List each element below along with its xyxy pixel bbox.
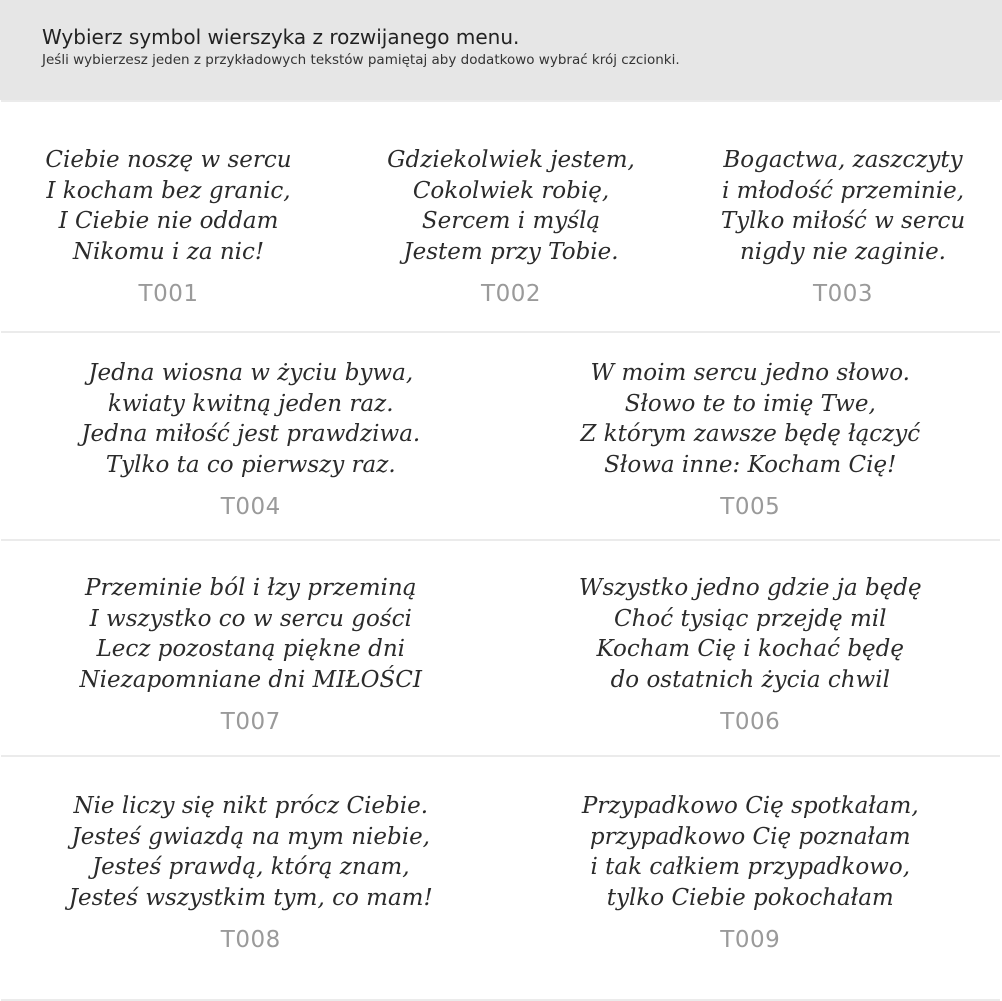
poem-line: Tylko miłość w sercu — [720, 208, 966, 234]
poem-line: Cokolwiek robię, — [412, 177, 610, 204]
poem-line: Jestem przy Tobie. — [403, 238, 619, 265]
poem-card-t001[interactable] — [1, 102, 336, 333]
poem-line: i młodość przeminie, — [721, 177, 965, 204]
poem-line: Choć tysiąc przejdę mil — [614, 605, 887, 632]
poem-text — [1, 358, 501, 480]
poem-text — [1, 145, 336, 267]
poem-grid — [0, 100, 1002, 1001]
poem-code: T005 — [720, 494, 781, 520]
poem-line: Jedna wiosna w życiu bywa, — [88, 360, 414, 386]
poem-line: Bogactwa, zaszczyty — [723, 147, 963, 173]
poem-card-t002[interactable] — [336, 102, 686, 333]
poem-text — [501, 358, 1001, 480]
poem-line: I Ciebie nie oddam — [58, 208, 279, 234]
poem-code: T009 — [720, 927, 781, 953]
header-title: Wybierz symbol wierszyka z rozwijanego menu. — [42, 25, 520, 49]
poem-code: T006 — [720, 709, 781, 735]
poem-row-3 — [1, 539, 1000, 757]
poem-text — [501, 573, 1001, 695]
poem-text — [336, 145, 686, 267]
poem-card-t008[interactable] — [1, 757, 501, 999]
poem-row-1 — [1, 100, 1000, 333]
poem-line: Tylko ta co pierwszy raz. — [105, 451, 396, 478]
poem-line: Niezapomniane dni MIŁOŚCI — [79, 666, 422, 693]
poem-code: T002 — [481, 281, 541, 307]
poem-text — [501, 791, 1001, 913]
poem-code: T008 — [220, 927, 281, 953]
poem-line: Przeminie ból i łzy przeminą — [85, 575, 417, 601]
poem-row-2 — [1, 331, 1000, 541]
poem-row-4 — [1, 755, 1000, 1001]
poem-line: do ostatnich życia chwil — [610, 666, 890, 693]
poem-line: I kocham bez granic, — [46, 177, 291, 204]
poem-line: Wszystko jedno gdzie ja będę — [578, 575, 922, 601]
poem-line: W moim sercu jedno słowo. — [590, 360, 910, 386]
header-subtitle: Jeśli wybierzesz jeden z przykładowych tekstów pamiętaj aby dodatkowo wybrać krój czcionki. — [42, 52, 680, 68]
poem-line: Słowo te to imię Twe, — [624, 390, 876, 417]
poem-line: przypadkowo Cię poznałam — [589, 823, 911, 850]
poem-line: I wszystko co w sercu gości — [89, 605, 412, 632]
poem-line: Kocham Cię i kochać będę — [596, 636, 905, 662]
poem-line: Przypadkowo Cię spotkałam, — [581, 793, 919, 819]
poem-code: T007 — [220, 709, 281, 735]
instructions-header — [0, 0, 1002, 100]
poem-text — [1, 573, 501, 695]
poem-line: Jesteś prawdą, którą znam, — [91, 854, 410, 880]
poem-card-t009[interactable] — [501, 757, 1001, 999]
poem-line: Sercem i myślą — [421, 208, 601, 234]
poem-card-t007[interactable] — [1, 541, 501, 757]
poem-line: Gdziekolwiek jestem, — [387, 147, 635, 173]
poem-card-t005[interactable] — [501, 333, 1001, 541]
poem-line: Nikomu i za nic! — [72, 238, 265, 265]
poem-text — [1, 791, 501, 913]
poem-line: Słowa inne: Kocham Cię! — [604, 451, 897, 478]
poem-code: T001 — [138, 281, 199, 307]
poem-line: Ciebie noszę w sercu — [45, 147, 292, 173]
poem-line: kwiaty kwitną jeden raz. — [107, 390, 394, 417]
poem-text — [686, 145, 1000, 267]
poem-code: T004 — [220, 494, 281, 520]
poem-line: Jedna miłość jest prawdziwa. — [81, 421, 421, 447]
poem-line: Lecz pozostaną piękne dni — [96, 636, 406, 662]
poem-line: Z którym zawsze będę łączyć — [580, 421, 921, 447]
poem-card-t006[interactable] — [501, 541, 1001, 757]
poem-line: i tak całkiem przypadkowo, — [590, 854, 911, 880]
poem-line: Jesteś wszystkim tym, co mam! — [68, 884, 433, 911]
poem-line: nigdy nie zaginie. — [739, 238, 946, 265]
poem-line: Nie liczy się nikt prócz Ciebie. — [73, 793, 429, 819]
poem-code: T003 — [813, 281, 873, 307]
poem-line: Jesteś gwiazdą na mym niebie, — [71, 823, 430, 850]
poem-card-t003[interactable] — [686, 102, 1000, 333]
poem-line: tylko Ciebie pokochałam — [606, 884, 894, 911]
poem-card-t004[interactable] — [1, 333, 501, 541]
